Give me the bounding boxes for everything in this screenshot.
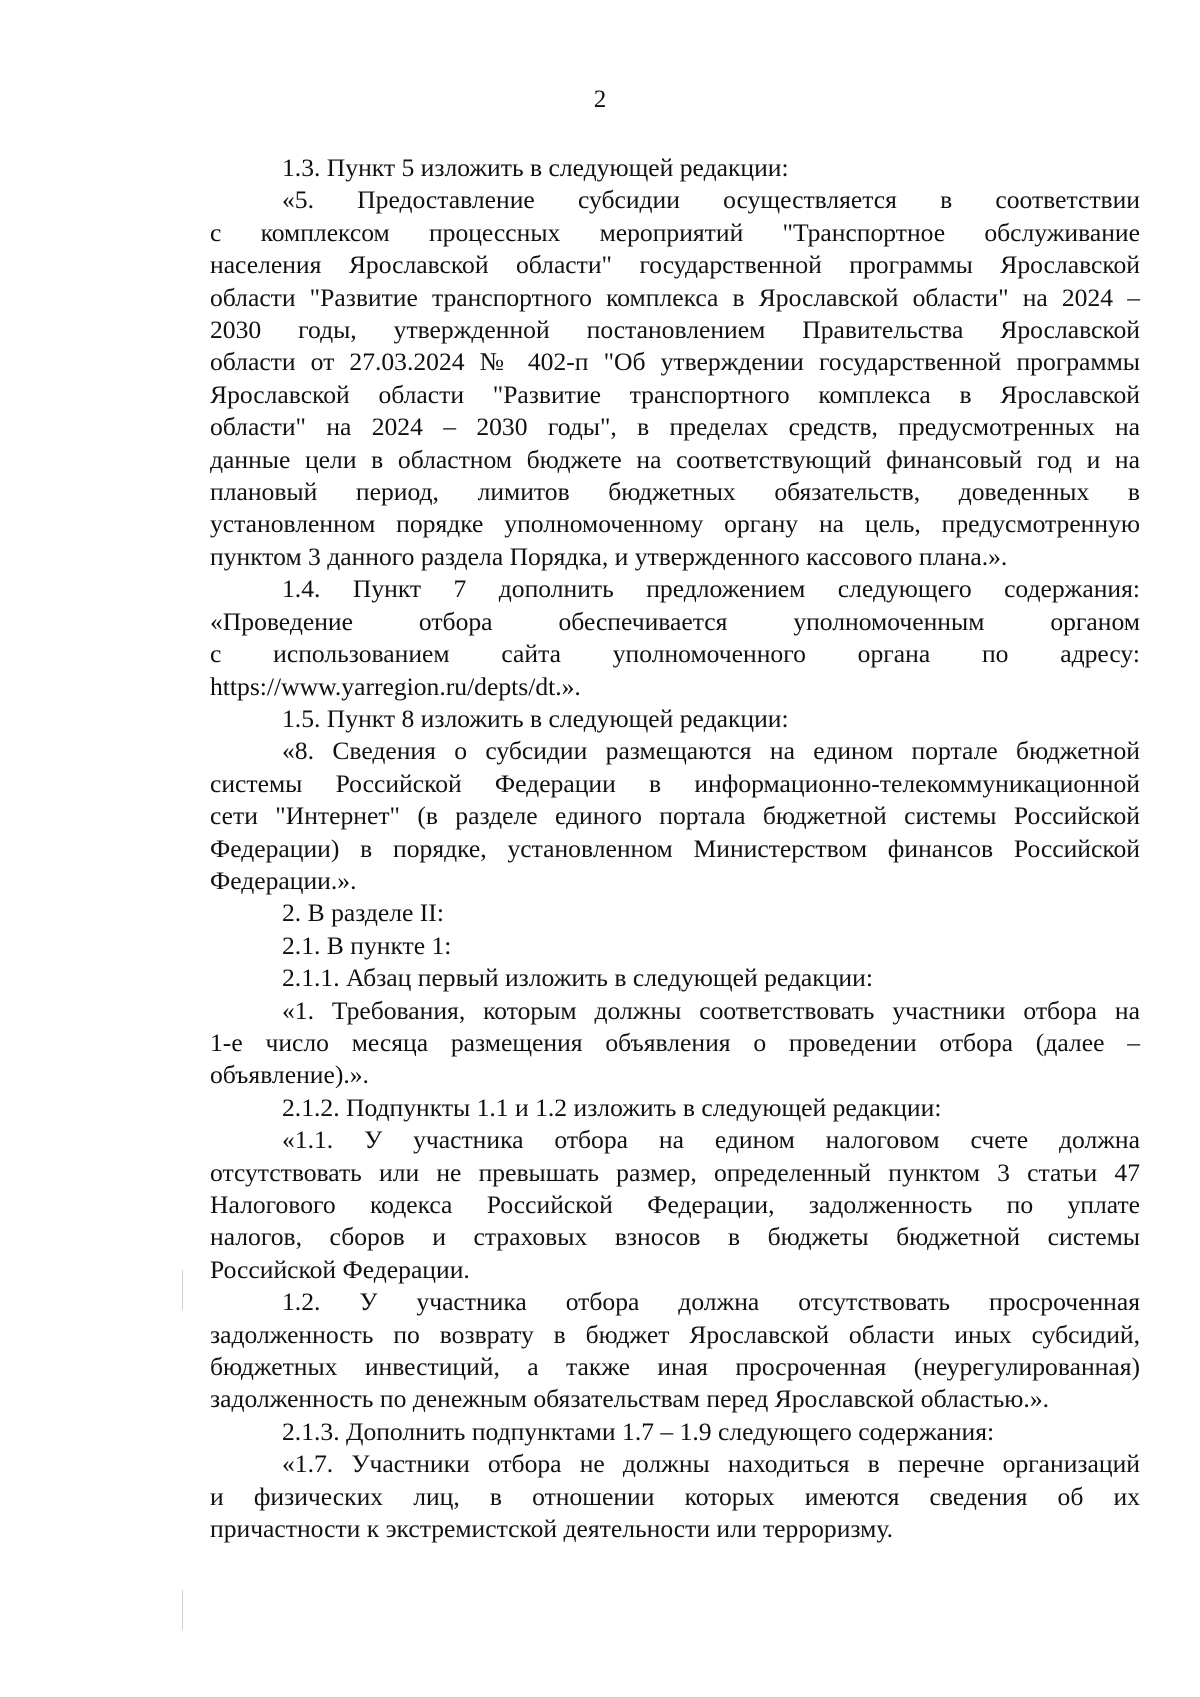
text-line: «1.7. Участники отбора не должны находиться в перечне организаций	[282, 1449, 1140, 1479]
text-line: области от 27.03.2024 № 402-п "Об утверждении государственной программы	[210, 347, 1140, 377]
page-number: 2	[593, 86, 607, 113]
text-line: 2030 годы, утвержденной постановлением Правительства Ярославской	[210, 315, 1140, 345]
text-line: плановый период, лимитов бюджетных обязательств, доведенных в	[210, 477, 1140, 507]
text-line: «1. Требования, которым должны соответствовать участники отбора на	[282, 995, 1140, 1025]
text-line: объявление).».	[210, 1060, 369, 1090]
text-line: 1.3. Пункт 5 изложить в следующей редакции:	[282, 153, 789, 182]
text-line: Федерации.».	[210, 865, 357, 895]
text-line: «8. Сведения о субсидии размещаются на едином портале бюджетной	[282, 736, 1140, 766]
text-line: 2.1. В пункте 1:	[282, 930, 452, 960]
text-line: «1.1. У участника отбора на едином налоговом счете должна	[282, 1125, 1140, 1155]
text-line: 1-е число месяца размещения объявления о проведении отбора (далее –	[210, 1027, 1140, 1057]
text-line: 1.5. Пункт 8 изложить в следующей редакции:	[282, 703, 789, 733]
text-line: 2.1.3. Дополнить подпунктами 1.7 – 1.9 следующего содержания:	[282, 1416, 995, 1446]
text-line: 2. В разделе II:	[282, 898, 444, 928]
text-line: 2.1.1. Абзац первый изложить в следующей редакции:	[282, 963, 873, 993]
text-line: https://www.yarregion.ru/depts/dt.».	[210, 671, 581, 701]
document-body	[210, 152, 1140, 1545]
text-line: Федерации) в порядке, установленном Министерством финансов Российской	[210, 833, 1140, 863]
text-line: Ярославской области "Развитие транспортного комплекса в Ярославской	[210, 379, 1140, 409]
text-line: с использованием сайта уполномоченного органа по адресу:	[210, 639, 1140, 669]
text-line: с комплексом процессных мероприятий "Транспортное обслуживание	[210, 217, 1140, 247]
text-line: 1.2. У участника отбора должна отсутствовать просроченная	[282, 1287, 1140, 1317]
text-line: установленном порядке уполномоченному органу на цель, предусмотренную	[210, 509, 1140, 539]
text-line: области" на 2024 – 2030 годы", в пределах средств, предусмотренных на	[210, 412, 1140, 442]
text-line: налогов, сборов и страховых взносов в бюджеты бюджетной системы	[210, 1222, 1140, 1252]
text-line: бюджетных инвестиций, а также иная просроченная (неурегулированная)	[210, 1352, 1140, 1382]
text-line: отсутствовать или не превышать размер, определенный пунктом 3 статьи 47	[210, 1157, 1140, 1187]
text-line: 1.4. Пункт 7 дополнить предложением следующего содержания:	[282, 574, 1140, 604]
text-line: 2.1.2. Подпункты 1.1 и 1.2 изложить в следующей редакции:	[282, 1092, 942, 1122]
text-line: «Проведение отбора обеспечивается уполномоченным органом	[210, 606, 1140, 636]
text-line: сети "Интернет" (в разделе единого портала бюджетной системы Российской	[210, 801, 1140, 831]
text-line: «5. Предоставление субсидии осуществляется в соответствии	[282, 185, 1140, 215]
scan-artifact	[182, 1270, 183, 1310]
text-line: Российской Федерации.	[210, 1254, 470, 1284]
text-line: области "Развитие транспортного комплекса в Ярославской области" на 2024 –	[210, 282, 1140, 312]
text-line: пунктом 3 данного раздела Порядка, и утвержденного кассового плана.».	[210, 541, 1008, 571]
scan-artifact	[182, 1590, 183, 1630]
text-line: задолженность по возврату в бюджет Ярославской области иных субсидий,	[210, 1319, 1140, 1349]
text-line: и физических лиц, в отношении которых имеются сведения об их	[210, 1481, 1140, 1511]
text-line: задолженность по денежным обязательствам перед Ярославской областью.».	[210, 1384, 1050, 1414]
text-line: населения Ярославской области" государственной программы Ярославской	[210, 250, 1140, 280]
text-line: системы Российской Федерации в информационно-телекоммуникационной	[210, 768, 1140, 798]
text-line: данные цели в областном бюджете на соответствующий финансовый год и на	[210, 444, 1140, 474]
text-line: Налогового кодекса Российской Федерации, задолженность по уплате	[210, 1190, 1140, 1219]
text-line: причастности к экстремистской деятельности или терроризму.	[210, 1514, 893, 1544]
